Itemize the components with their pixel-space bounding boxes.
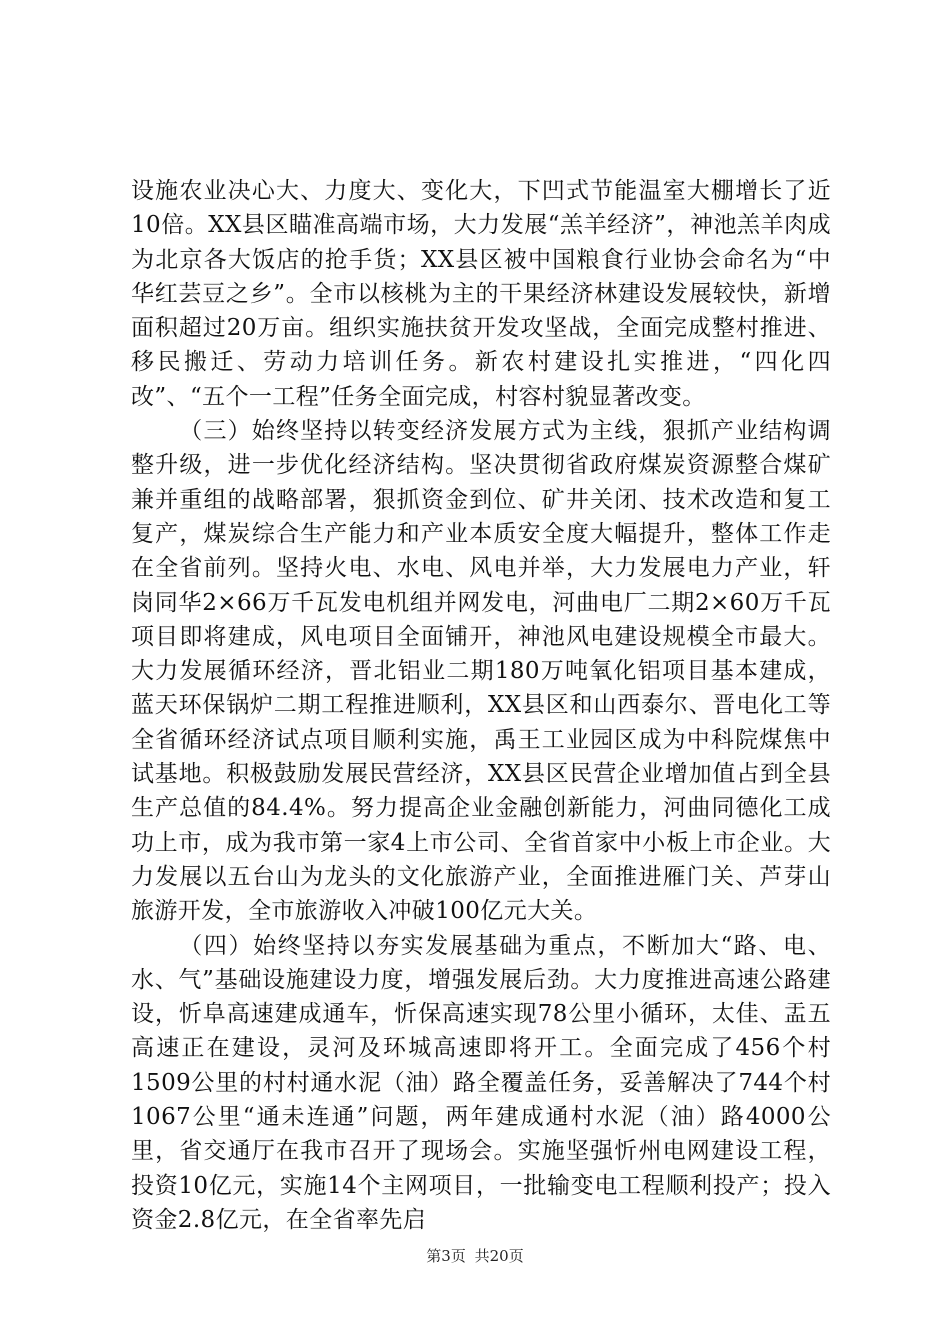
paragraph-section-three: （三）始终坚持以转变经济发展方式为主线，狠抓产业结构调整升级，进一步优化经济结构。坚决贯彻省政府煤炭资源整合煤矿兼并重组的战略部署，狠抓资金到位、矿井关闭、技术改造和复工复产，煤炭综合生产能力和产业本质安全度大幅提升，整体工作走在全省前列。坚持火电、水电、风电并举，大力发展电力产业，轩岗同华2×66万千瓦发电机组并网发电，河曲电厂二期2×60万千瓦项目即将建成，风电项目全面铺开，神池风电建设规模全市最大。大力发展循环经济，晋北铝业二期180万吨氧化铝项目基本建成，蓝天环保锅炉二期工程推进顺利，XX县区和山西泰尔、晋电化工等全省循环经济试点项目顺利实施，禹王工业园区成为中科院煤焦中试基地。积极鼓励发展民营经济，XX县区民营企业增加值占到全县生产总值的84.4%。努力提高企业金融创新能力，河曲同德化工成功上市，成为我市第一家4上市公司、全省首家中小板上市企业。大力发展以五台山为龙头的文化旅游产业，全面推进雁门关、芦芽山旅游开发，全市旅游收入冲破100亿元大关。 (131, 418, 831, 925)
paragraph-section-four: （四）始终坚持以夯实发展基础为重点，不断加大“路、电、水、气”基础设施建设力度，增强发展后劲。大力度推进高速公路建设，忻阜高速建成通车，忻保高速实现78公里小循环，太佳、盂五高速正在建设，灵河及环城高速即将开工。全面完成了456个村1509公里的村村通水泥（油）路全覆盖任务，妥善解决了744个村1067公里“通未连通”问题，两年建成通村水泥（油）路4000公里，省交通厅在我市召开了现场会。实施坚强忻州电网建设工程，投资10亿元，实施14个主网项目，一批输变电工程顺利投产；投入资金2.8亿元，在全省率先启 (131, 932, 831, 1233)
document-body (131, 174, 831, 1237)
page-number-footer: 第3页 共20页 (426, 1247, 524, 1265)
paragraph-continuation: 设施农业决心大、力度大、变化大，下凹式节能温室大棚增长了近10倍。XX县区瞄准高端市场，大力发展“羔羊经济”，神池羔羊肉成为北京各大饭店的抢手货；XX县区被中国粮食行业协会命名为“中华红芸豆之乡”。全市以核桃为主的干果经济林建设发展较快，新增面积超过20万亩。组织实施扶贫开发攻坚战，全面完成整村推进、移民搬迁、劳动力培训任务。新农村建设扎实推进，“四化四改”、“五个一工程”任务全面完成，村容村貌显著改变。 (131, 178, 831, 410)
